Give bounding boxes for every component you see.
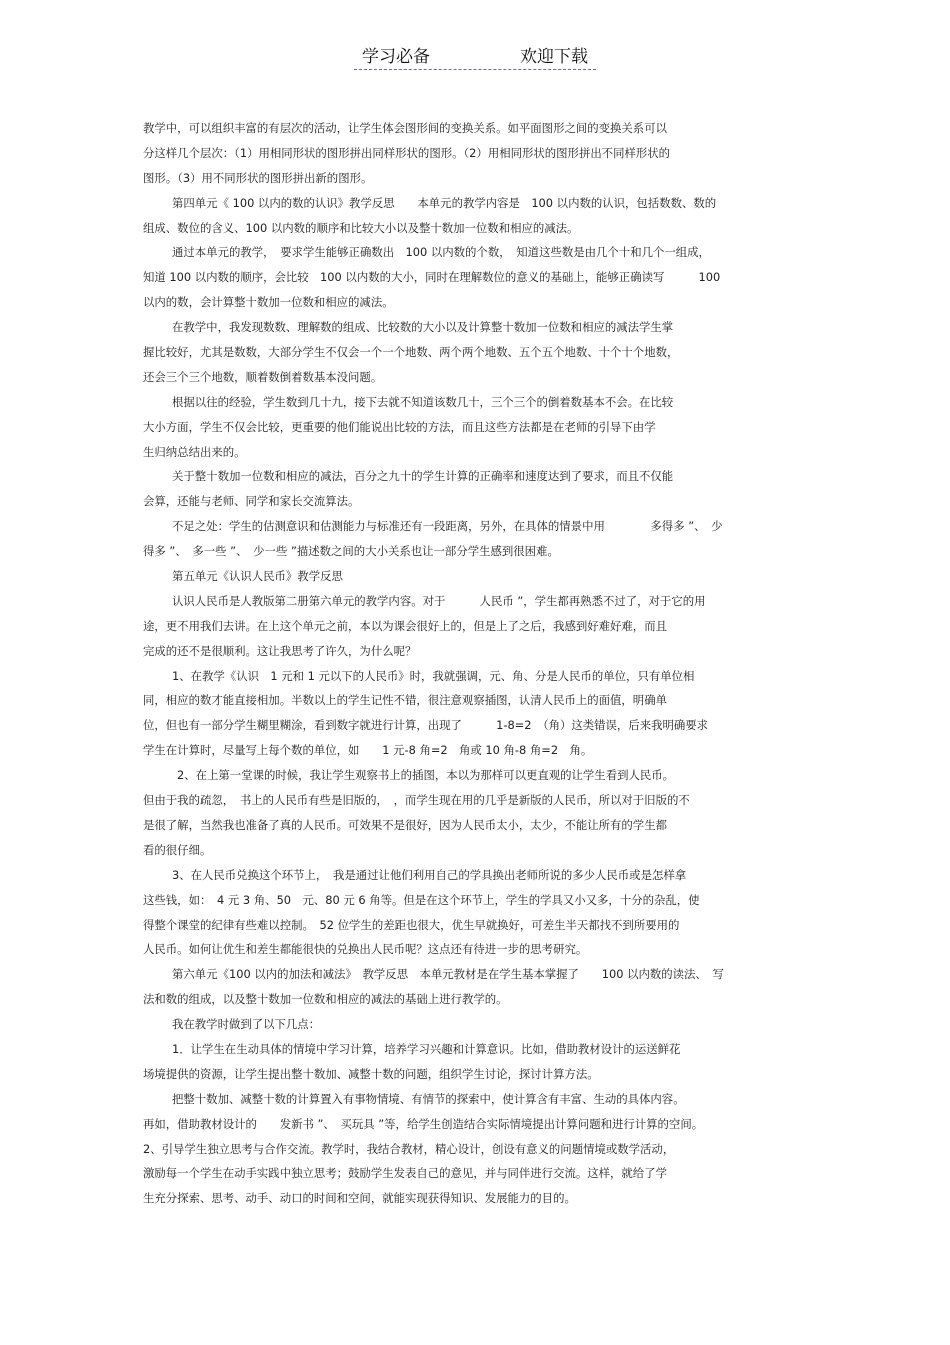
text-line: 2、引导学生独立思考与合作交流。教学时，我结合教材，精心设计，创设有意义的问题情境或数学活动， [143,1141,675,1156]
text-line: 握比较好，尤其是数数，大部分学生不仅会一个一个地数、两个两个地数、五个五个地数、十个十个地数， [143,345,679,360]
text-line: 场境提供的资源，让学生提出整十数加、减整十数的问题，组织学生讨论，探讨计算方法。 [143,1066,599,1081]
text-line: 知道 100 以内数的顺序，会比较 100 以内数的大小，同时在理解数位的意义的基础上，能够正确读写 100 [143,270,721,285]
document-body [143,116,807,1211]
header-left-text: 学习必备 [362,47,430,67]
text-line: 图形。（3）用不同形状的图形拼出新的图形。 [143,170,373,185]
text-line: 还会三个三个地数，顺着数倒着数基本没问题。 [143,369,383,384]
text-line: 会算，还能与老师、同学和家长交流算法。 [143,494,360,509]
text-line: 得多 ”、 多一些 ”、 少一些 ”描述数之间的大小关系也让一部分学生感到很困难。 [143,544,559,559]
text-line: 位，但也有一部分学生糊里糊涂，看到数字就进行计算，出现了 1-8=2 （角）这类错误，后来我明确要求 [143,718,709,733]
text-line: 第四单元《 100 以内的数的认识》教学反思 本单元的教学内容是 100 以内数的认识，包括数数、数的 [172,195,717,210]
text-line: 法和数的组成，以及整十数加一位数和相应的减法的基础上进行教学的。 [143,992,508,1007]
header-right-text: 欢迎下载 [520,47,588,67]
text-line: 得整个课堂的纪律有些难以控制。 52 位学生的差距也很大，优生早就换好，可差生半天都找不到所要用的 [143,917,680,932]
text-line: 人民币。如何让优生和差生都能很快的兑换出人民币呢？这点还有待进一步的思考研究。 [143,942,588,957]
text-line: 1、在教学《认识 1 元和 1 元以下的人民币》时，我就强调，元、角、分是人民币的单位，只有单位相 [172,668,695,683]
text-line: 不足之处：学生的估测意识和估测能力与标准还有一段距离，另外，在具体的情景中用 多得多 ”、 少 [172,519,723,534]
text-line: 通过本单元的教学， 要求学生能够正确数出 100 以内数的个数， 知道这些数是由几个十和几个一组成， [172,245,710,260]
text-line: 把整十数加、减整十数的计算置入有事物情境、有情节的探索中，使计算含有丰富、生动的具体内容。 [172,1091,685,1106]
text-line: 关于整十数加一位数和相应的减法，百分之九十的学生计算的正确率和速度达到了要求，而且不仅能 [172,469,674,484]
text-line: 以内的数，会计算整十数加一位数和相应的减法。 [143,295,394,310]
text-line: 激励每一个学生在动手实践中独立思考；鼓励学生发表自己的意见，并与同伴进行交流。这样，就给了学 [143,1166,667,1181]
text-line: 学生在计算时，尽量写上每个数的单位，如 1 元-8 角=2 角或 10 角-8 角=2 角。 [143,743,593,758]
text-line: 2、在上第一堂课的时候，我让学生观察书上的插图，本以为那样可以更直观的让学生看到人民币。 [177,768,675,783]
page-header [0,42,950,70]
text-line: 在教学中，我发现数数、理解数的组成、比较数的大小以及计算整十数加一位数和相应的减法学生掌 [172,320,674,335]
text-line: 组成、数位的含义、100 以内数的顺序和比较大小以及整十数加一位数和相应的减法。 [143,220,579,235]
text-line: 1．让学生在生动具体的情境中学习计算，培养学习兴趣和计算意识。比如，借助教材设计的运送鲜花 [172,1041,681,1056]
text-line: 但由于我的疏忽， 书上的人民币有些是旧版的， ，而学生现在用的几乎是新版的人民币，所以对于旧版的不 [143,793,690,808]
header-underline [354,42,596,70]
text-line: 根据以往的经验，学生数到几十九，接下去就不知道该数几十，三个三个的倒着数基本不会。在比较 [172,394,674,409]
text-line: 再如，借助教材设计的 发新书 ”、 买玩具 ”等，给学生创造结合实际情境提出计算问题和进行计算的空间。 [143,1116,704,1131]
text-line: 教学中，可以组织丰富的有层次的活动，让学生体会图形间的变换关系。如平面图形之间的变换关系可以 [143,121,667,135]
text-line: 第六单元《100 以内的加法和减法》 教学反思 本单元教材是在学生基本掌握了 100 以内数的读法、 写 [172,967,724,982]
text-line: 认识人民币是人教版第二册第六单元的教学内容。对于 人民币 ”，学生都再熟悉不过了，对于它的用 [172,593,706,608]
text-line: 同，相应的数才能直接相加。半数以上的学生记性不错，很注意观察插图，认清人民币上的面值，明确单 [143,693,667,708]
text-line: 看的很仔细。 [143,842,212,857]
text-line: 生归纳总结出来的。 [143,444,246,459]
text-line: 这些钱，如： 4 元 3 角、50 元、80 元 6 角等。但是在这个环节上，学生的学具又小又多，十分的杂乱，使 [143,892,700,907]
text-line: 第五单元《认识人民币》教学反思 [172,569,343,584]
text-line: 生充分探索、思考、动手、动口的时间和空间，就能实现获得知识、发展能力的目的。 [143,1191,576,1206]
text-line: 大小方面，学生不仅会比较，更重要的他们能说出比较的方法，而且这些方法都是在老师的引导下由学 [143,419,656,434]
text-line: 分这样几个层次：（1）用相同形状的图形拼出同样形状的图形。（2）用相同形状的图形拼出不同样形状的 [143,145,671,160]
text-line: 我在教学时做到了以下几点： [172,1017,321,1032]
text-line: 是很了解，当然我也准备了真的人民币。可效果不是很好，因为人民币太小，太少，不能让所有的学生都 [143,817,667,832]
text-line: 3、在人民币兑换这个环节上， 我是通过让他们利用自己的学具换出老师所说的多少人民币或是怎样拿 [172,867,687,882]
text-line: 途，更不用我们去讲。在上这个单元之前，本以为课会很好上的，但是上了之后，我感到好难好难，而且 [143,618,667,633]
text-line: 完成的还不是很顺利。这让我思考了许久，为什么呢？ [143,643,417,658]
